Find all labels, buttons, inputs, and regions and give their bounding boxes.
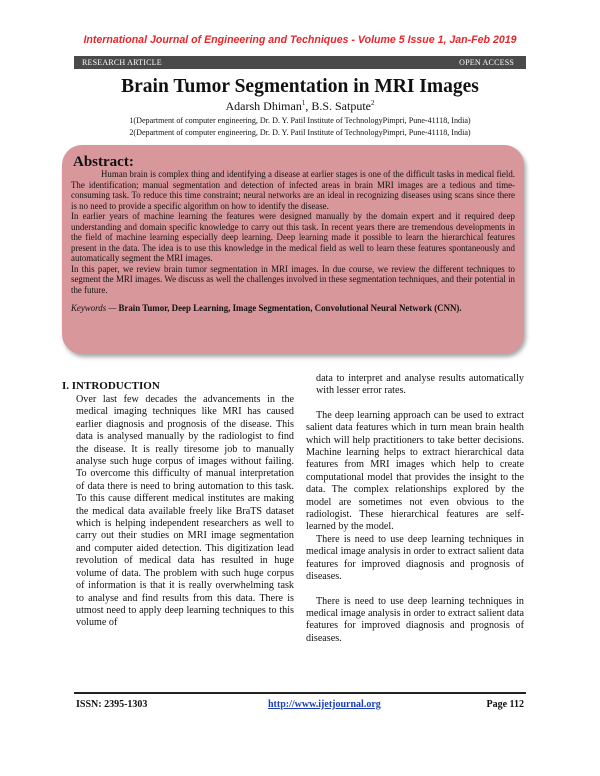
section-heading-introduction: I. INTRODUCTION bbox=[62, 380, 160, 392]
footer-rule bbox=[74, 692, 526, 694]
abstract-paragraph: In this paper, we review brain tumor segmentation in MRI images. In due course, we review the different techniques to segment the MRI images. We discuss as well the challenges involved in these segmentation techniques, and their potential in the future. bbox=[71, 263, 515, 295]
paper-title: Brain Tumor Segmentation in MRI Images bbox=[121, 76, 479, 97]
research-article-label: RESEARCH ARTICLE bbox=[82, 58, 162, 67]
left-column bbox=[76, 394, 294, 630]
body-paragraph: data to interpret and analyse results automatically with lesser error rates. bbox=[316, 373, 524, 397]
body-paragraph: There is need to use deep learning techniques in medical image analysis in order to extract salient data features for improved diagnosis and prognosis of diseases. bbox=[306, 595, 524, 644]
author-sup: 2 bbox=[371, 99, 375, 107]
abstract-box bbox=[62, 145, 524, 354]
journal-header: International Journal of Engineering and Techniques - Volume 5 Issue 1, Jan-Feb 2019 bbox=[83, 34, 517, 46]
abstract-heading: Abstract: bbox=[73, 154, 134, 170]
affiliation-1: 1(Department of computer engineering, Dr. D. Y. Patil Institute of TechnologyPimpri, Pune-41118, India) bbox=[129, 116, 471, 125]
body-paragraph: There is need to use deep learning techniques in medical image analysis in order to extract salient data features for improved diagnosis and prognosis of diseases. bbox=[306, 533, 524, 583]
issn: ISSN: 2395-1303 bbox=[76, 699, 148, 710]
body-paragraph: Over last few decades the advancements in the medical imaging techniques like MRI has caused earlier diagnosis and prognosis of the disease. This data is analysed manually by the radiologist to find the disease. It is really tiresome job to manually analyse such huge corpus of images without failing. To overcome this difficulty of manual interpretation of data there is need to bring automation to this task. To this cause different medical institutes are making the medical data available freely like BraTS dataset which is helping independent researchers as well to carry out their studies on MRI image segmentation and computer aided detection. This digitization lead revolution of medical data has resulted in huge volume of data. The problem with such huge corpus of information is that it is really overwhelming task to analyse and find results from this data. There is utmost need to apply deep learning techniques to this volume of bbox=[76, 394, 294, 629]
keywords bbox=[71, 303, 515, 314]
page-number: Page 112 bbox=[486, 699, 524, 710]
author-line: Adarsh Dhiman$^1$, B.S. Satpute$^2$ bbox=[225, 99, 375, 113]
author-name: Adarsh Dhiman bbox=[225, 99, 302, 113]
journal-link[interactable]: http://www.ijetjournal.org bbox=[268, 699, 381, 710]
abstract-paragraph: In earlier years of machine learning the features were designed manually by the domain expert and it required deep understanding and domain specific knowledge to carry out this task. In recent years there are tremendous developments in the field of machine learning especially deep learning. Deep learning made it possible to learn the hierarchical features present in the data. The idea is to use this knowledge in the medical field as well to learn these features spontaneously and automatically segment the MRI images. bbox=[71, 211, 515, 263]
affiliation-2: 2(Department of computer engineering, Dr. D. Y. Patil Institute of TechnologyPimpri, Pune-41118, India) bbox=[129, 128, 471, 137]
right-column bbox=[306, 373, 524, 645]
keywords-list: Brain Tumor, Deep Learning, Image Segmentation, Convolutional Neural Network (CNN). bbox=[118, 303, 462, 313]
open-access-label: OPEN ACCESS bbox=[459, 58, 514, 67]
body-paragraph: The deep learning approach can be used to extract salient data features which in turn mean brain health which will help practitioners to take better decisions. Machine learning helps to extract hierarchical data features from MRI images which help to create computational model that provides the insight to the data. The complex relationships explored by the model are sometimes not even obvious to the radiologist. These hierarchical features are self-learned by the model. bbox=[306, 409, 524, 533]
keywords-label: Keywords — bbox=[71, 303, 117, 313]
author-sup: 1 bbox=[301, 99, 306, 107]
article-banner bbox=[74, 56, 526, 69]
author-name: B.S. Satpute bbox=[311, 99, 371, 113]
abstract-paragraph: Human brain is complex thing and identifying a disease at earlier stages is one of the difficult tasks in medical field. The identification; manual segmentation and detection of infected areas in brain MRI images are a tedious and time-consuming task. To reduce this time constraint; neural networks are an ideal in recognizing diseases using scans since there is no need to provide a specific algorithm on how to identify the disease. bbox=[71, 169, 515, 211]
